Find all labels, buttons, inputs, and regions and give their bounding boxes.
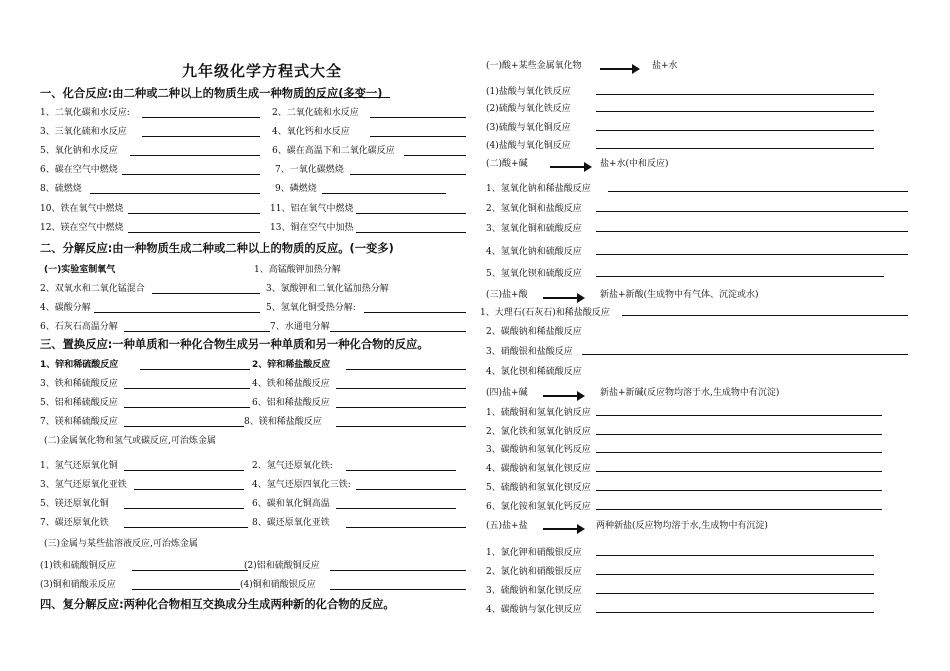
list-item: 4、氧化钙和水反应 [272,127,350,137]
answer-line[interactable] [124,331,270,332]
list-item: 8、镁和稀盐酸反应 [244,417,322,427]
list-item: 5、硫酸钠和氢氧化钡反应 [486,483,591,493]
section-2-heading: 二、分解反应:由一种物质生成二种或二种以上的物质的反应。(一变多) [40,242,394,255]
list-item: 6、氯化铵和氢氧化钙反应 [486,502,591,512]
list-item: 3、碳酸钠和氢氧化钙反应 [486,445,591,455]
answer-line[interactable] [596,509,882,510]
answer-line[interactable] [596,148,874,149]
list-item: 6、碳在高温下和二氧化碳反应 [272,146,395,156]
answer-line[interactable] [596,452,882,453]
list-item: 3、氯酸钾和二氧化锰加热分解 [266,284,389,294]
list-item: 2、氢氧化铜和盐酸反应 [486,204,582,214]
list-item: 2、氯化钠和硝酸银反应 [486,567,582,577]
list-item: (3)铜和硝酸汞反应 [40,580,116,590]
list-item: 1、二氧化碳和水反应: [40,108,130,118]
list-item: 12、镁在空气中燃烧 [40,223,124,233]
heading-underline [300,97,390,98]
answer-line[interactable] [124,388,250,389]
list-item: 3、硫酸钠和氯化钡反应 [486,586,582,596]
answer-line[interactable] [124,426,244,427]
answer-line[interactable] [132,570,248,571]
list-item: (1)盐酸与氧化铁反应 [486,87,571,97]
list-item: 3、氢氧化铜和硫酸反应 [486,224,582,234]
answer-line[interactable] [336,388,466,389]
answer-line[interactable] [336,426,466,427]
answer-line[interactable] [346,470,456,471]
answer-line[interactable] [132,589,240,590]
list-item: 1、高锰酸钾加热分解 [254,265,341,275]
answer-line[interactable] [596,612,874,613]
list-item: 7、一氧化碳燃烧 [275,165,344,175]
answer-line[interactable] [128,213,260,214]
list-item: 5、氧化钠和水反应 [40,146,118,156]
list-item: 5、氢氧化钡和硫酸反应 [486,269,582,279]
arrow-icon [543,297,579,299]
answer-line[interactable] [330,570,466,571]
group-result: 盐+水(中和反应) [600,159,669,169]
answer-line[interactable] [596,434,882,435]
list-item: 8、硫燃烧 [40,184,82,194]
list-item: 7、水通电分解 [270,322,330,332]
answer-line[interactable] [124,470,244,471]
list-item: 6、铝和稀盐酸反应 [252,398,330,408]
answer-line[interactable] [90,193,260,194]
group-heading: (三)盐+酸 [486,290,528,300]
list-item: 4、铁和稀盐酸反应 [252,379,330,389]
arrow-icon [550,166,586,168]
group-result: 新盐+新碱(反应物均溶于水,生成物中有沉淀) [600,388,780,398]
list-item: 5、镁还原氧化铜 [40,499,109,509]
group-result: 两种新盐(反应物均溶于水,生成物中有沉淀) [596,521,768,531]
list-item: 4、碳酸钠与氯化钡反应 [486,605,582,615]
answer-line[interactable] [596,415,882,416]
subsection-heading: (三)金属与某些盐溶液反应,可治炼金属 [44,539,198,549]
answer-line[interactable] [596,555,874,556]
answer-line[interactable] [330,589,466,590]
list-item: 2、氢气还原氧化铁: [252,461,333,471]
list-item: 9、磷燃烧 [275,184,317,194]
answer-line[interactable] [596,490,882,491]
answer-line[interactable] [596,276,884,277]
list-item: (2)硫酸与氧化铁反应 [486,104,571,114]
list-item: 6、碳和氧化铜高温 [252,499,330,509]
page-title: 九年级化学方程式大全 [182,62,343,80]
list-item: 2、锌和稀盐酸反应 [252,360,331,370]
answer-line[interactable] [336,407,466,408]
list-item: (3)硫酸与氧化铜反应 [486,123,571,133]
section-3-heading: 三、置换反应:一种单质和一种化合物生成另一种单质和另一种化合物的反应。 [40,338,429,351]
list-item: 4、氢气还原四氧化三铁: [252,480,351,490]
answer-line[interactable] [596,211,908,212]
answer-line[interactable] [596,593,874,594]
answer-line[interactable] [130,155,260,156]
answer-line[interactable] [140,369,250,370]
list-item: 3、三氧化硫和水反应 [40,127,127,137]
list-item: 2、碳酸钠和稀盐酸反应 [486,327,582,337]
answer-line[interactable] [134,489,244,490]
answer-line[interactable] [356,213,466,214]
answer-line[interactable] [608,191,908,192]
answer-line[interactable] [94,312,260,313]
list-item: (2)铝和硫酸铜反应 [244,561,320,571]
list-item: 6、碳在空气中燃烧 [40,165,118,175]
group-heading: (四)盐+碱 [486,388,528,398]
list-item: 4、氯化钡和稀硫酸反应 [486,367,582,377]
list-item: 1、大理石(石灰石)和稀盐酸反应 [480,308,610,318]
list-item: 4、氢氧化钠和硫酸反应 [486,247,582,257]
group-heading: (二)酸+碱 [486,159,528,169]
list-item: 1、氢氧化钠和稀盐酸反应 [486,184,591,194]
list-item: 7、碳还原氧化铁 [40,518,109,528]
list-item: 3、硝酸银和盐酸反应 [486,347,573,357]
list-item: 11、铝在氧气中燃烧 [270,204,354,214]
answer-line[interactable] [356,489,466,490]
answer-line[interactable] [346,369,466,370]
answer-line[interactable] [596,231,908,232]
answer-line[interactable] [128,232,260,233]
list-item: 5、铝和稀硫酸反应 [40,398,118,408]
arrow-icon [543,395,579,397]
list-item: 7、镁和稀硫酸反应 [40,417,118,427]
answer-line[interactable] [596,574,874,575]
answer-line[interactable] [596,130,874,131]
answer-line[interactable] [582,354,908,355]
subsection-heading: (二)金属氧化物和氢气或碳反应,可治炼金属 [44,436,216,446]
answer-line[interactable] [622,315,908,316]
answer-line[interactable] [142,136,260,137]
list-item: 4、碳酸分解 [40,303,91,313]
list-item: 8、碳还原氧化亚铁 [252,518,330,528]
answer-line[interactable] [370,117,466,118]
list-item: 2、双氧水和二氧化锰混合 [40,284,145,294]
answer-line[interactable] [124,508,244,509]
list-item: 2、二氧化硫和水反应 [272,108,359,118]
group-result: 盐+水 [652,61,678,71]
list-item: 5、氢氧化铜受热分解: [266,303,356,313]
answer-line[interactable] [596,94,874,95]
answer-line[interactable] [322,193,446,194]
answer-line[interactable] [596,471,882,472]
answer-line[interactable] [346,527,466,528]
list-item: 3、氢气还原氧化亚铁 [40,480,127,490]
answer-line[interactable] [330,331,466,332]
subsection-heading: (一)实验室制氧气 [44,265,116,275]
group-heading: (五)盐+盐 [486,521,528,531]
answer-line[interactable] [356,232,466,233]
list-item: 1、锌和稀硫酸反应 [40,360,119,370]
section-4-heading: 四、复分解反应:两种化合物相互交换成分生成两种新的化合物的反应。 [40,598,395,611]
list-item: 1、硫酸铜和氢氧化钠反应 [486,408,591,418]
list-item: (4)盐酸与氧化铜反应 [486,141,571,151]
arrow-icon [543,528,579,530]
list-item: (1)铁和硫酸铜反应 [40,561,116,571]
answer-line[interactable] [124,407,250,408]
answer-line[interactable] [142,117,260,118]
answer-line[interactable] [364,312,466,313]
group-result: 新盐+新酸(生成物中有气体、沉淀或水) [600,290,759,300]
list-item: 13、铜在空气中加热 [270,223,354,233]
list-item: 10、铁在氧气中燃烧 [40,204,124,214]
answer-line[interactable] [596,254,908,255]
answer-line[interactable] [336,508,456,509]
list-item: 2、氯化铁和氢氧化钠反应 [486,427,591,437]
answer-line[interactable] [124,527,248,528]
section-1-heading: 一、化合反应:由二种或二种以上的物质生成一种物质的反应(多变一) [40,87,383,100]
answer-line[interactable] [122,174,260,175]
list-item: 4、碳酸钠和氢氧化钡反应 [486,464,591,474]
group-heading: (一)酸+某些金属氧化物 [486,61,582,71]
answer-line[interactable] [370,136,466,137]
answer-line[interactable] [596,111,874,112]
list-item: 3、铁和稀硫酸反应 [40,379,118,389]
list-item: 1、氯化钾和硝酸银反应 [486,548,582,558]
answer-line[interactable] [404,155,466,156]
arrow-icon [600,68,634,70]
list-item: 6、石灰石高温分解 [40,322,118,332]
answer-line[interactable] [152,293,260,294]
answer-line[interactable] [350,174,466,175]
list-item: 1、氢气还原氧化铜 [40,461,118,471]
list-item: (4)铜和硝酸银反应 [240,580,316,590]
